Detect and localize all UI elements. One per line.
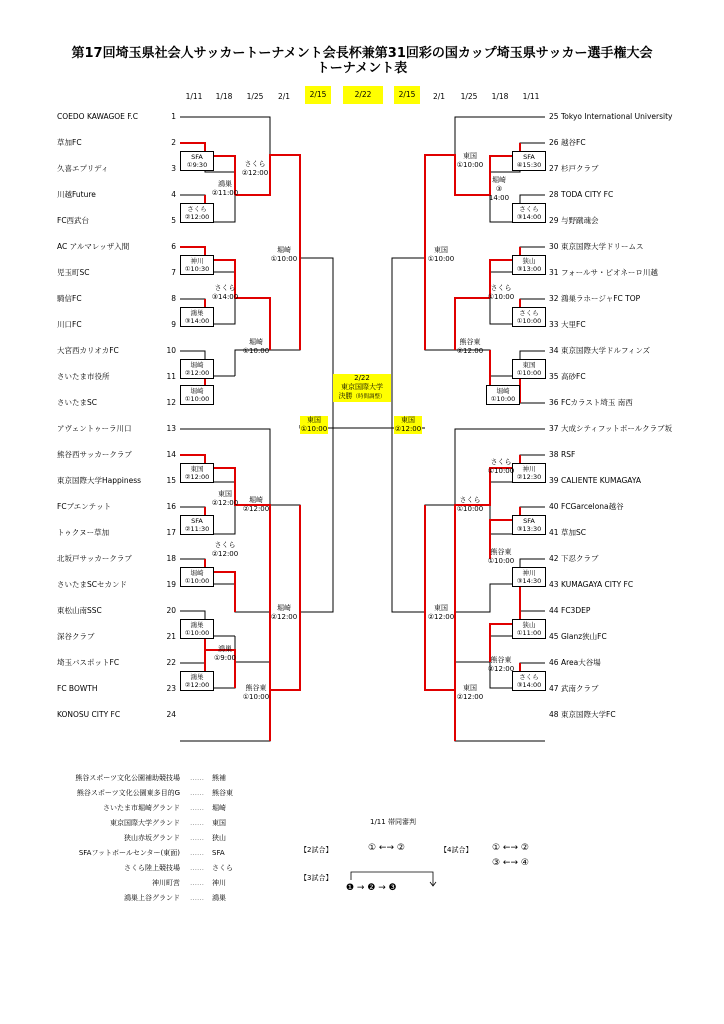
team-name: Tokyo International University — [561, 112, 673, 121]
team-name: CALIENTE KUMAGAYA — [561, 476, 641, 485]
venue-name: さくら陸上競技場 — [124, 864, 180, 872]
match-venue-label: 熊谷東 ②12:00 — [456, 338, 484, 355]
legend-dash: …… — [190, 804, 204, 812]
team-name: 熊谷西サッカークラブ — [57, 450, 132, 459]
four-games-pattern-2: ③ ←→ ④ — [492, 858, 529, 868]
match-venue-box: SFA ②11:30 — [180, 515, 214, 535]
team-name: KONOSU CITY FC — [57, 710, 121, 719]
team-name: COEDO KAWAGOE F.C — [57, 112, 139, 121]
match-venue-label: 堀崎 ①10:00 — [270, 246, 298, 263]
venue-name: 熊谷スポーツ文化公園東多目的G — [76, 789, 180, 797]
venue-name: SFAフットボールセンター(東面) — [78, 849, 180, 857]
round-date-header: 2/1 — [277, 92, 291, 101]
match-venue-box: 狭山 ③13:00 — [512, 255, 546, 275]
team-number: 32 — [549, 294, 559, 303]
legend-dash: …… — [190, 789, 204, 797]
venue-name: 熊谷スポーツ文化公園補助競技場 — [75, 774, 180, 782]
team-number: 41 — [549, 528, 559, 537]
team-number: 38 — [549, 450, 559, 459]
team-number: 16 — [166, 502, 176, 511]
team-name: 与野蹴魂会 — [561, 216, 599, 225]
team-number: 7 — [171, 268, 176, 277]
match-venue-box: 狭山 ①11:00 — [512, 619, 546, 639]
team-number: 43 — [549, 580, 559, 589]
team-number: 8 — [171, 294, 176, 303]
team-name: 東京国際大学FC — [561, 710, 616, 719]
team-name: 草加SC — [561, 528, 586, 537]
team-number: 4 — [171, 190, 176, 199]
team-name: FCブエンテット — [57, 502, 112, 511]
team-name: さいたまSCセカンド — [57, 580, 127, 589]
match-venue-box: 東国 ②12:00 — [180, 463, 214, 483]
match-venue-box: 鴻巣 ②12:00 — [180, 671, 214, 691]
match-venue-label: 鴻巣 ①9:00 — [214, 645, 236, 662]
team-name: 大宮西カリオカFC — [57, 346, 119, 355]
match-venue-label: 東国 ②12:00 — [456, 684, 484, 701]
match-venue-box: さくら ①10:00 — [512, 307, 546, 327]
final-date-header: 2/22 — [343, 86, 383, 104]
team-name: Glanz狭山FC — [561, 632, 607, 641]
semifinal-date-header: 2/15 — [394, 86, 420, 104]
two-games-label: 【2試合】 — [300, 846, 333, 854]
team-number: 12 — [166, 398, 176, 407]
team-name: 東松山南SSC — [57, 606, 102, 615]
venue-abbreviation: 神川 — [212, 879, 226, 887]
team-number: 19 — [166, 580, 176, 589]
team-number: 39 — [549, 476, 559, 485]
team-name: AC アルマレッザ入間 — [57, 242, 130, 251]
team-number: 33 — [549, 320, 559, 329]
team-name: 東京国際大学Happiness — [57, 476, 142, 485]
legend-dash: …… — [190, 834, 204, 842]
team-name: KUMAGAYA CITY FC — [561, 580, 634, 589]
legend-dash: …… — [190, 864, 204, 872]
match-venue-label: 東国 ②12:00 — [211, 490, 239, 507]
three-games-label: 【3試合】 — [300, 874, 333, 882]
team-number: 36 — [549, 398, 559, 407]
venue-name: 鴻巣上谷グランド — [124, 894, 180, 902]
team-name: 高砂FC — [561, 372, 586, 381]
match-venue-label: さくら ②12:00 — [241, 160, 269, 177]
venue-name: 神川町営 — [152, 879, 180, 887]
semifinal-left-box: 東国 ①10:00 — [300, 416, 328, 433]
team-name: トゥクヌー草加 — [57, 528, 110, 537]
match-venue-box: 鴻巣 ①10:00 — [180, 619, 214, 639]
team-number: 30 — [549, 242, 559, 251]
match-venue-box: 鴻巣 ③14:00 — [180, 307, 214, 327]
venue-abbreviation: 狭山 — [212, 834, 226, 842]
team-number: 15 — [166, 476, 176, 485]
match-venue-box: 堀崎 ②12:00 — [180, 359, 214, 379]
venue-abbreviation: さくら — [212, 864, 233, 872]
team-name: 久喜エプリディ — [57, 164, 109, 173]
legend-dash: …… — [190, 894, 204, 902]
team-number: 6 — [171, 242, 176, 251]
team-number: 3 — [171, 164, 176, 173]
team-number: 37 — [549, 424, 559, 433]
team-number: 47 — [549, 684, 559, 693]
venue-abbreviation: SFA — [212, 849, 225, 857]
team-number: 27 — [549, 164, 559, 173]
venue-abbreviation: 鴻巣 — [212, 894, 226, 902]
match-venue-label: さくら ①10:00 — [456, 496, 484, 513]
semifinal-right-box: 東国 ②12:00 — [394, 416, 422, 433]
match-venue-label: さくら ②12:00 — [211, 541, 239, 558]
round-date-header: 1/25 — [460, 92, 478, 101]
round-date-header: 1/11 — [185, 92, 203, 101]
page-subtitle: トーナメント表 — [316, 61, 408, 76]
team-name: さいたまSC — [57, 398, 97, 407]
referee-note: 1/11 帯同審判 — [370, 818, 416, 826]
team-name: FC西武台 — [57, 216, 90, 225]
team-name: 東京国際大学ドルフィンズ — [561, 346, 651, 355]
team-name: 杉戸クラブ — [561, 164, 599, 173]
team-number: 26 — [549, 138, 559, 147]
match-venue-label: さくら ①10:00 — [487, 458, 515, 475]
team-name: 草加FC — [57, 138, 82, 147]
round-date-header: 2/1 — [432, 92, 446, 101]
team-name: FCGarcelona越谷 — [561, 502, 624, 511]
match-venue-label: 熊谷東 ①10:00 — [487, 548, 515, 565]
team-number: 17 — [166, 528, 176, 537]
team-name: 大里FC — [561, 320, 586, 329]
match-venue-label: 東国 ①10:00 — [427, 246, 455, 263]
team-number: 11 — [166, 372, 176, 381]
page-title: 第17回埼玉県社会人サッカートーナメント会長杯兼第31回彩の国カップ埼玉県サッカー選手権大会 — [71, 46, 653, 61]
team-number: 5 — [171, 216, 176, 225]
match-venue-box: 東国 ①10:00 — [512, 359, 546, 379]
round-date-header: 1/25 — [246, 92, 264, 101]
team-name: アヴェントゥーラ川口 — [57, 424, 132, 433]
team-number: 18 — [166, 554, 176, 563]
match-venue-label: さくら ③14:00 — [211, 284, 239, 301]
team-number: 35 — [549, 372, 559, 381]
legend-dash: …… — [190, 849, 204, 857]
team-name: 川越Future — [57, 190, 96, 199]
match-venue-box: さくら ③14:00 — [512, 203, 546, 223]
match-venue-box: SFA ①9:30 — [180, 151, 214, 171]
team-name: RSF — [561, 450, 576, 459]
team-number: 22 — [166, 658, 176, 667]
team-name: 武南クラブ — [561, 684, 599, 693]
team-number: 48 — [549, 710, 559, 719]
team-name: 騎信FC — [57, 294, 82, 303]
round-date-header: 1/11 — [522, 92, 540, 101]
match-venue-label: 鴻巣 ②11:00 — [211, 180, 239, 197]
team-name: TODA CITY FC — [561, 190, 614, 199]
team-name: フォールサ・ピオネーロ川越 — [561, 268, 658, 277]
match-venue-box: SFA ④15:30 — [512, 151, 546, 171]
match-venue-label: 東国 ①10:00 — [456, 152, 484, 169]
match-venue-label: 熊谷東 ①10:00 — [242, 684, 270, 701]
round-date-header: 1/18 — [491, 92, 509, 101]
team-number: 23 — [166, 684, 176, 693]
team-number: 45 — [549, 632, 559, 641]
match-venue-box: 神川 ②12:30 — [512, 463, 546, 483]
match-venue-box: 堀崎 ①10:00 — [180, 385, 214, 405]
match-venue-box: 堀崎 ①10:00 — [486, 385, 520, 405]
team-number: 1 — [171, 112, 176, 121]
final-box: 2/22 東京国際大学 決勝（時間調整） — [333, 374, 391, 402]
match-venue-label: 堀崎 ③ 14:00 — [488, 176, 510, 202]
team-name: 鴻巣ラホージャFC TOP — [561, 294, 641, 303]
team-name: Area大谷場 — [561, 658, 601, 667]
team-number: 14 — [166, 450, 176, 459]
venue-abbreviation: 熊谷東 — [212, 789, 233, 797]
venue-abbreviation: 熊補 — [212, 774, 226, 782]
match-venue-box: 神川 ③14:30 — [512, 567, 546, 587]
team-number: 10 — [166, 346, 176, 355]
match-venue-label: 堀崎 ②12:00 — [270, 604, 298, 621]
team-number: 40 — [549, 502, 559, 511]
four-games-pattern-1: ① ←→ ② — [492, 843, 529, 853]
team-name: 埼玉バスポットFC — [57, 658, 120, 667]
team-number: 42 — [549, 554, 559, 563]
match-venue-label: 東国 ②12:00 — [427, 604, 455, 621]
team-name: 北坂戸サッカークラブ — [57, 554, 132, 563]
three-games-pattern: ❶ → ❷ → ❸ — [346, 883, 397, 893]
two-games-pattern: ① ←→ ② — [368, 843, 405, 853]
legend-dash: …… — [190, 774, 204, 782]
venue-name: 狭山赤坂グランド — [124, 834, 180, 842]
team-name: 大成シティフットボールクラブ坂 — [561, 424, 673, 433]
round-date-header: 1/18 — [215, 92, 233, 101]
semifinal-date-header: 2/15 — [305, 86, 331, 104]
team-number: 28 — [549, 190, 559, 199]
team-number: 34 — [549, 346, 559, 355]
venue-name: 東京国際大学グランド — [110, 819, 180, 827]
venue-name: さいたま市堀崎グランド — [103, 804, 180, 812]
legend-dash: …… — [190, 819, 204, 827]
venue-abbreviation: 東国 — [212, 819, 226, 827]
team-name: FCカラスト埼玉 南西 — [561, 398, 633, 407]
team-number: 9 — [171, 320, 176, 329]
match-venue-label: 熊谷東 ②12:00 — [487, 656, 515, 673]
team-number: 25 — [549, 112, 559, 121]
team-name: FC BOWTH — [57, 684, 98, 693]
team-number: 20 — [166, 606, 176, 615]
team-name: さいたま市役所 — [57, 372, 110, 381]
team-number: 31 — [549, 268, 559, 277]
match-venue-label: 堀崎 ②12:00 — [242, 496, 270, 513]
team-number: 13 — [166, 424, 176, 433]
match-venue-box: 神川 ①10:30 — [180, 255, 214, 275]
match-venue-box: SFA ③13:30 — [512, 515, 546, 535]
team-number: 21 — [166, 632, 176, 641]
match-venue-label: 堀崎 ①10:00 — [242, 338, 270, 355]
team-number: 2 — [171, 138, 176, 147]
team-number: 44 — [549, 606, 559, 615]
team-name: 児玉町SC — [57, 268, 90, 277]
team-name: 東京国際大学ドリームス — [561, 242, 644, 251]
match-venue-box: さくら ②12:00 — [180, 203, 214, 223]
legend-dash: …… — [190, 879, 204, 887]
venue-abbreviation: 堀崎 — [212, 804, 226, 812]
team-number: 29 — [549, 216, 559, 225]
team-name: 川口FC — [57, 320, 82, 329]
team-number: 46 — [549, 658, 559, 667]
team-name: FC3DEP — [561, 606, 591, 615]
match-venue-label: さくら ①10:00 — [487, 284, 515, 301]
team-name: 下忍クラブ — [561, 554, 599, 563]
match-venue-box: 堀崎 ①10:00 — [180, 567, 214, 587]
team-name: 深谷クラブ — [57, 632, 95, 641]
team-number: 24 — [166, 710, 176, 719]
team-name: 越谷FC — [561, 138, 586, 147]
four-games-label: 【4試合】 — [440, 846, 473, 854]
match-venue-box: さくら ③14:00 — [512, 671, 546, 691]
